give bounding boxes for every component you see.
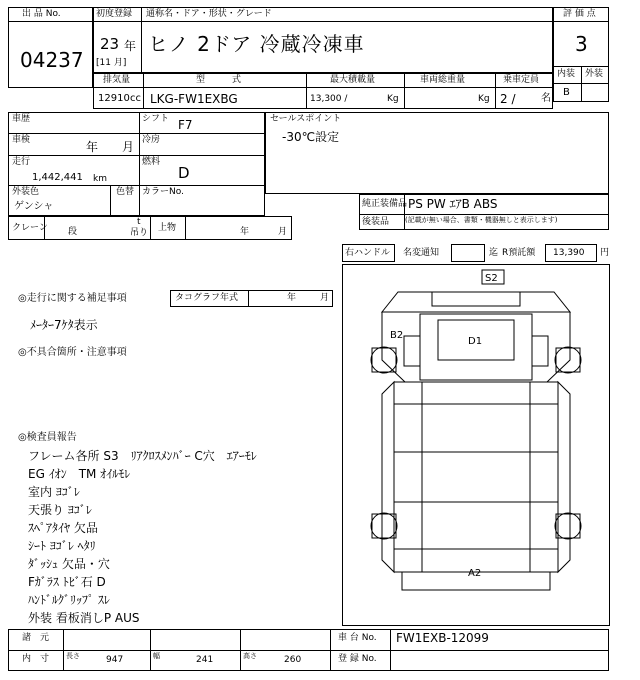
inspector-line: ﾀﾞｯｼｭ 欠品・穴 — [28, 557, 110, 571]
history-label: 車歴 — [12, 114, 31, 124]
sales-point: -30℃設定 — [282, 130, 340, 144]
driving-note: ﾒｰﾀｰ7ｹﾀ表示 — [30, 318, 98, 332]
exterior-label: 外装 — [585, 69, 604, 79]
chassis-label: 車 台 No. — [338, 633, 377, 643]
max-load-unit: Kg — [387, 94, 399, 104]
aftermarket-note: (記載が無い場合、書類・機器無しと表示します) — [405, 216, 558, 224]
sales-point-label: セールスポイント — [270, 114, 342, 124]
reg-year: 23 — [100, 35, 120, 53]
shift-value: F7 — [178, 118, 193, 132]
gross-weight-unit: Kg — [478, 94, 490, 104]
std-equipment: PS PW ｴｱB ABS — [408, 197, 498, 211]
rear-right-wheel — [555, 513, 581, 539]
gross-weight-label: 車両総重量 — [420, 75, 466, 85]
max-load: 13,300 / — [310, 94, 348, 104]
fuel-value: D — [178, 164, 190, 182]
reg-year-unit: 年 — [124, 39, 137, 53]
recycle-unit: 円 — [600, 248, 610, 258]
registration-label: 登 録 No. — [338, 654, 377, 664]
front-left-wheel — [371, 347, 397, 373]
capacity-unit: 名 — [541, 93, 551, 104]
inner-height: 260 — [284, 655, 302, 665]
color-label: 外装色 — [12, 187, 40, 197]
mileage-unit: km — [93, 174, 107, 184]
tacho-month: 月 — [320, 293, 330, 303]
until-label: 迄 — [489, 248, 499, 258]
reg-month: [11 月] — [96, 58, 127, 68]
color-value: ゲンシャ — [14, 201, 54, 212]
name-change-field — [451, 244, 485, 262]
body-month: 月 — [278, 227, 288, 237]
displacement-unit: cc — [130, 93, 141, 104]
crane-ton: t — [137, 217, 141, 227]
inspection-year: 年 — [86, 140, 99, 154]
color-no-label: 色替 — [116, 187, 135, 197]
specs-label: 諸 元 — [22, 633, 50, 643]
inner-length: 947 — [106, 655, 124, 665]
name-change-label: 名変通知 — [403, 248, 440, 258]
inspector-line: 室内 ﾖｺﾞﾚ — [28, 485, 80, 499]
crane-suspend: 吊り — [130, 228, 149, 238]
inspector-line: EG ｲｵﾝ TM ｵｲﾙﾓﾚ — [28, 467, 131, 481]
mileage-label: 走行 — [12, 157, 31, 167]
inspection-label: 車検 — [12, 135, 31, 145]
rear-left-wheel — [371, 513, 397, 539]
name-label: 通称名・ドア・形状・グレード — [146, 9, 272, 19]
tacho-label: タコグラフ年式 — [175, 293, 239, 303]
lot-label: 出 品 No. — [22, 9, 61, 19]
interior-label: 内装 — [557, 69, 576, 79]
crane-stage: 段 — [68, 227, 78, 237]
std-equipment-label: 純正装備品 — [362, 199, 408, 209]
damage-mark: A2 — [468, 568, 482, 579]
score-value: 3 — [575, 32, 588, 56]
recycle-amount: 13,390 — [553, 248, 585, 258]
ac-label: 冷房 — [142, 135, 161, 145]
recycle-label: R預託額 — [502, 248, 536, 258]
crane-label: クレーン — [12, 223, 48, 233]
inspector-heading: ◎検査員報告 — [18, 432, 77, 443]
inspector-line: ｽﾍﾟｱﾀｲﾔ 欠品 — [28, 521, 98, 535]
cargo-body — [394, 382, 558, 572]
aftermarket-label: 後装品 — [362, 217, 390, 227]
fuel-label: 燃料 — [142, 157, 161, 167]
inspector-line: 外装 看板消しP AUS — [28, 611, 140, 625]
displacement: 12910 — [98, 93, 130, 104]
lot-number: 04237 — [20, 48, 84, 72]
defect-heading: ◎不具合箇所・注意事項 — [18, 347, 127, 358]
width-label: 幅 — [153, 652, 160, 660]
capacity: 2 / — [500, 92, 516, 106]
tacho-year: 年 — [287, 293, 297, 303]
interior-grade: B — [563, 87, 570, 98]
inspector-line: ｼｰﾄ ﾖｺﾞﾚ ﾍﾀﾘ — [28, 539, 96, 553]
inspector-line: ﾊﾝﾄﾞﾙｸﾞﾘｯﾌﾟ ｽﾚ — [28, 593, 110, 607]
truck-diagram — [342, 264, 610, 626]
inspector-line: Fｶﾞﾗｽ ﾄﾋﾞ石 D — [28, 575, 106, 589]
front-right-wheel — [555, 347, 581, 373]
inspection-month: 月 — [122, 140, 135, 154]
driving-heading: ◎走行に関する補足事項 — [18, 293, 127, 304]
sales-point-box — [265, 112, 609, 194]
length-label: 長さ — [66, 652, 80, 660]
damage-mark: S2 — [485, 273, 498, 284]
max-load-label: 最大積載量 — [330, 75, 376, 85]
first-reg-label: 初度登録 — [96, 9, 133, 19]
color-code-label: カラーNo. — [142, 187, 184, 197]
score-label: 評 価 点 — [563, 9, 596, 19]
mileage: 1,442,441 — [32, 172, 83, 183]
damage-mark: B2 — [390, 330, 404, 341]
cab-outline — [382, 312, 570, 382]
dims-label: 内 寸 — [22, 654, 50, 664]
displacement-label: 排気量 — [103, 75, 131, 85]
model: LKG-FW1EXBG — [150, 92, 238, 106]
inspector-line: 天張り ﾖｺﾞﾚ — [28, 503, 92, 517]
inspector-line: フレーム各所 S3 ﾘｱｸﾛｽﾒﾝﾊﾞｰ C穴 ｴｱｰﾓﾚ — [28, 449, 257, 463]
chassis-number: FW1EXB-12099 — [396, 631, 489, 645]
model-label: 型 式 — [196, 75, 242, 85]
body-year: 年 — [240, 227, 250, 237]
height-label: 高さ — [243, 652, 257, 660]
damage-mark: D1 — [468, 336, 483, 347]
body-label: 上物 — [158, 223, 177, 233]
car-name: ヒノ 2ドア 冷蔵冷凍車 — [148, 32, 365, 56]
shift-label: シフト — [142, 114, 170, 124]
capacity-label: 乗車定員 — [503, 75, 540, 85]
inner-width: 241 — [196, 655, 214, 665]
steering: 右ハンドル — [345, 248, 391, 258]
